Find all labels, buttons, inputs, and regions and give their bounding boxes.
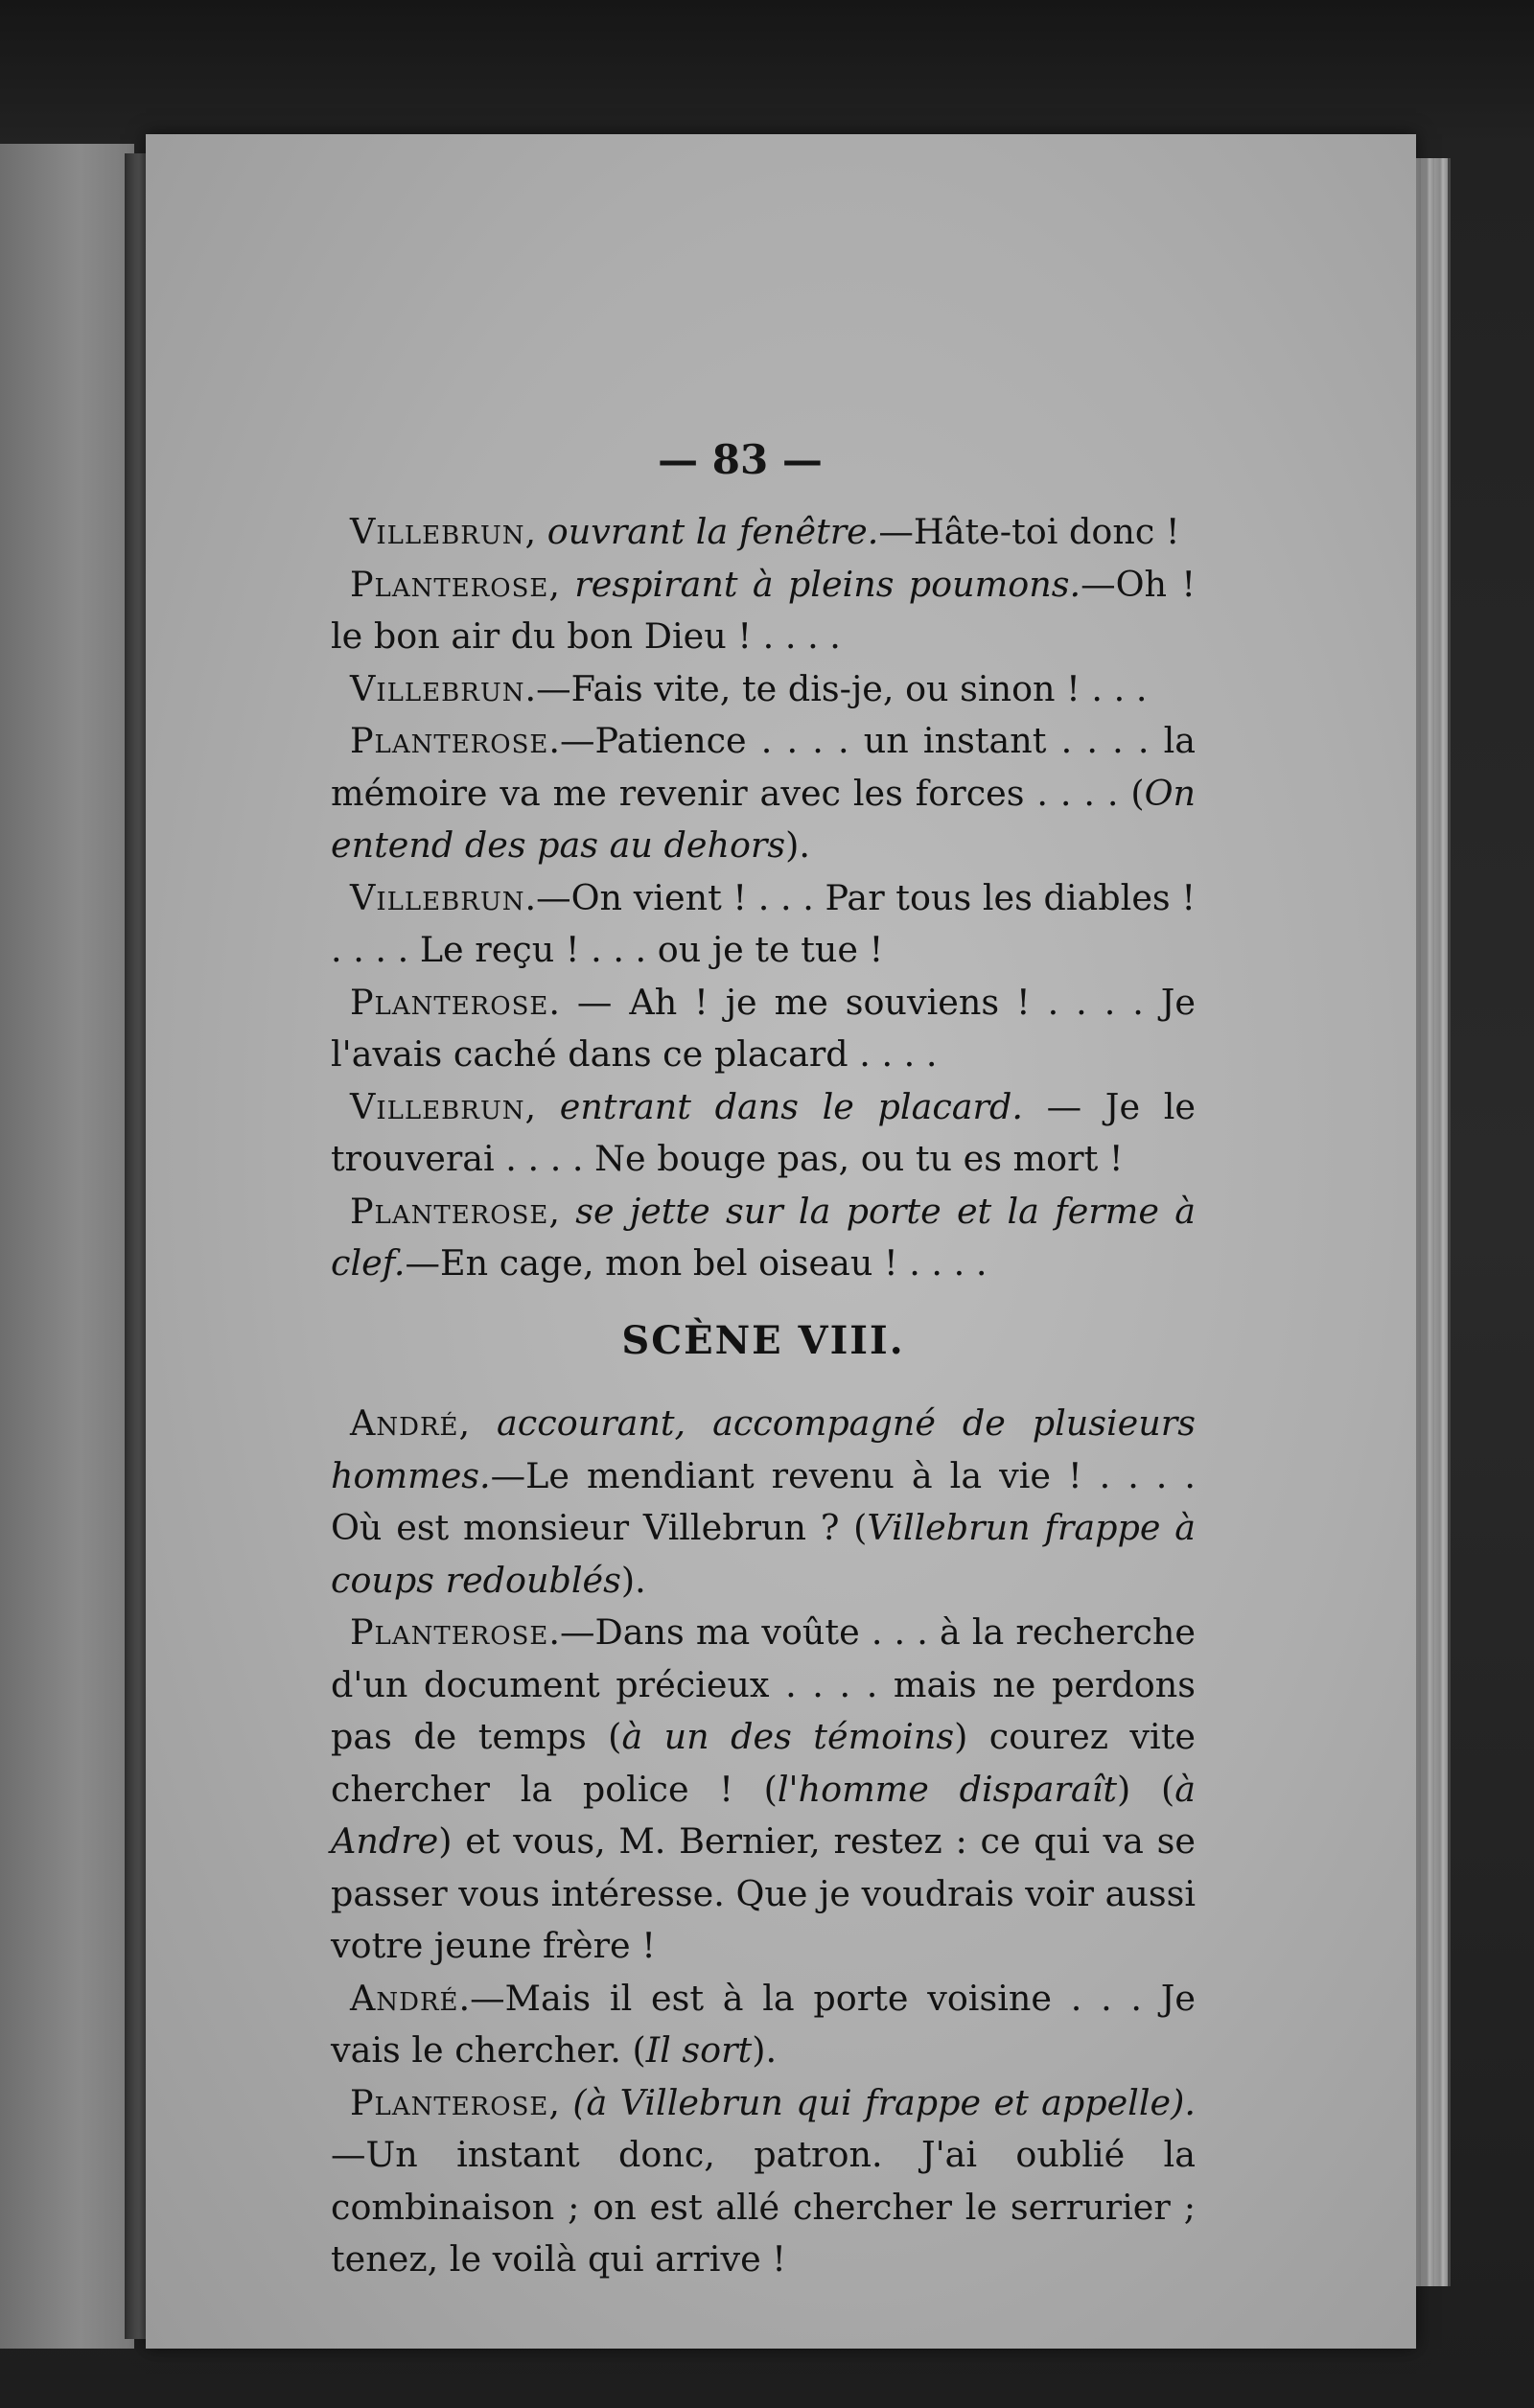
dialogue-line: André, accourant, accompagné de plusieurs hommes.—Le mendiant revenu à la vie ! . . . . Où est monsieur Villebrun ? (Villebrun frappe à coups redoublés). bbox=[331, 1402, 1196, 1601]
dialogue-text: ). bbox=[785, 824, 810, 866]
speaker-name: André bbox=[350, 1402, 459, 1444]
stage-direction: à un des témoins bbox=[621, 1716, 955, 1757]
speaker-name: Villebrun bbox=[350, 1085, 525, 1127]
page-number: — 83 — bbox=[658, 436, 823, 483]
dialogue-line: Villebrun, ouvrant la fenêtre.—Hâte-toi donc ! bbox=[350, 511, 1180, 552]
dialogue-text: .—On vient ! . . . Par tous les diables ! . . . . Le reçu ! . . . ou je te tue ! bbox=[331, 876, 1196, 970]
dialogue-line bbox=[331, 715, 1196, 872]
stage-direction: entrant dans le placard. bbox=[559, 1085, 1023, 1127]
speaker-name: Villebrun bbox=[350, 511, 525, 552]
stage-direction: Il sort bbox=[645, 2029, 753, 2071]
dialogue-line: Planterose, se jette sur la porte et la ferme à clef.—En cage, mon bel oiseau ! . . . . bbox=[331, 1190, 1196, 1284]
stage-direction: ouvrant la fenêtre. bbox=[546, 511, 879, 552]
play-text bbox=[331, 506, 1196, 2286]
stage-direction: l'homme disparaît bbox=[777, 1768, 1118, 1810]
stage-direction: accourant, accompagné de plusieurs hommes. bbox=[331, 1402, 1196, 1496]
dialogue-line bbox=[331, 663, 1196, 716]
stage-direction: respirant à pleins poumons. bbox=[574, 563, 1081, 605]
dialogue-line bbox=[331, 1973, 1196, 2077]
speaker-name: André bbox=[350, 1977, 459, 2019]
dialogue-text: ) courez vite chercher la police ! ( bbox=[331, 1716, 1196, 1810]
scene-heading: SCÈNE VIII. bbox=[621, 1317, 905, 1363]
dialogue-line bbox=[331, 977, 1196, 1081]
dialogue-text: ) ( bbox=[1117, 1768, 1175, 1810]
speaker-name: Planterose bbox=[350, 563, 549, 605]
speaker-name: Planterose bbox=[350, 2081, 549, 2123]
speaker-name: Planterose bbox=[350, 981, 549, 1023]
dialogue-text: —Le mendiant revenu à la vie ! . . . . Où est monsieur Villebrun ? ( bbox=[331, 1454, 1196, 1548]
speaker-name: Villebrun bbox=[350, 876, 525, 918]
dialogue-text: . — Ah ! je me souviens ! . . . . Je l'avais caché dans ce placard . . . . bbox=[331, 981, 1196, 1075]
dialogue-text: ) et vous, M. Bernier, restez : ce qui va se passer vous intéresse. Que je voudrais voir aussi votre jeune frère ! bbox=[331, 1820, 1197, 1966]
dialogue-text: .—Fais vite, te dis-je, ou sinon ! . . . bbox=[524, 667, 1148, 709]
stage-direction: à Andre bbox=[331, 1768, 1196, 1862]
dialogue-text: ). bbox=[620, 1559, 646, 1601]
dialogue-text: —En cage, mon bel oiseau ! . . . . bbox=[405, 1242, 988, 1284]
dialogue-line: Villebrun, entrant dans le placard. — Je le trouverai . . . . Ne bouge pas, ou tu es mort ! bbox=[331, 1085, 1196, 1179]
dialogue-line bbox=[331, 872, 1196, 977]
stage-direction: Villebrun frappe à coups redoublés bbox=[331, 1507, 1196, 1601]
facing-page-edge bbox=[0, 144, 134, 2349]
dialogue-line: Planterose, respirant à pleins poumons.—Oh ! le bon air du bon Dieu ! . . . . bbox=[331, 563, 1196, 657]
stage-direction: (à Villebrun qui frappe et appelle). bbox=[572, 2081, 1196, 2123]
dialogue-line: Planterose, (à Villebrun qui frappe et appelle). —Un instant donc, patron. J'ai oublié la combinaison ; on est allé chercher le serrurier ; tenez, le voilà qui arrive ! bbox=[331, 2081, 1196, 2280]
dialogue-text: ). bbox=[752, 2029, 778, 2071]
dialogue-line bbox=[331, 1607, 1196, 1973]
stage-direction: On entend des pas au dehors bbox=[331, 772, 1196, 866]
speaker-name: Planterose bbox=[350, 720, 549, 761]
dialogue-text: .—Dans ma voûte . . . à la recherche d'un document précieux . . . . mais ne perdons pas de temps ( bbox=[331, 1611, 1196, 1757]
stage-direction: se jette sur la porte et la ferme à clef. bbox=[331, 1190, 1196, 1284]
dialogue-text: —Un instant donc, patron. J'ai oublié la combinaison ; on est allé chercher le serrurier ; tenez, le voilà qui arrive ! bbox=[331, 2134, 1196, 2280]
dialogue-text: .—Mais il est à la porte voisine . . . Je vais le chercher. ( bbox=[331, 1977, 1196, 2071]
speaker-name: Planterose bbox=[350, 1611, 549, 1653]
dialogue-text: —Oh ! le bon air du bon Dieu ! . . . . bbox=[331, 563, 1196, 657]
speaker-name: Villebrun bbox=[350, 667, 525, 709]
speaker-name: Planterose bbox=[350, 1190, 549, 1232]
dialogue-text: —Hâte-toi donc ! bbox=[878, 511, 1180, 552]
dialogue-text: .—Patience . . . . un instant . . . . la mémoire va me revenir avec les forces . . . . ( bbox=[331, 720, 1196, 814]
dialogue-text: — Je le trouverai . . . . Ne bouge pas, ou tu es mort ! bbox=[331, 1085, 1196, 1179]
